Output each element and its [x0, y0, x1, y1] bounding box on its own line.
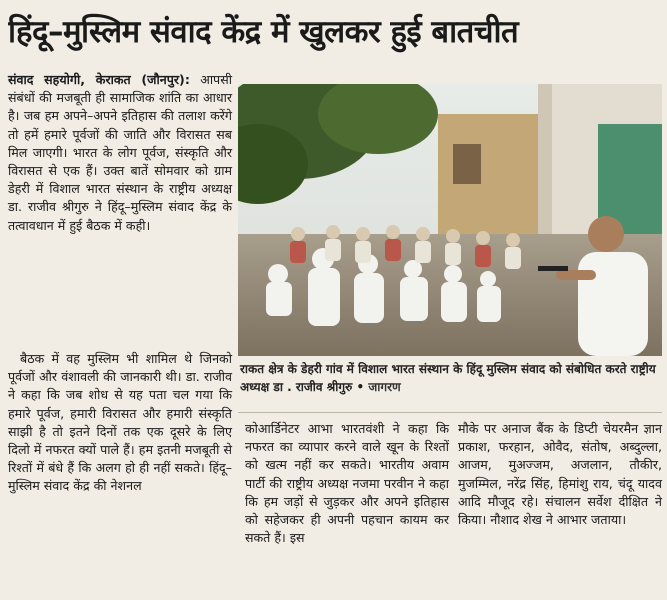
article-column-3 — [458, 420, 662, 595]
photo-caption — [240, 360, 660, 408]
article-paragraph-2: बैठक में वह मुस्लिम भी शामिल थे जिनको पूर्वजों और वंशावली की जानकारी थी। डा. राजीव ने कहा कि जब शोध से यह पता चल गया कि हमारे पूर्वज, हमारी विरासत और हमारी संस्कृति साझी है तो इतने दिनों तक एक दूसरे के लिए दिलो में नफरत क्यों पाले हैं। हम इतनी मजबूती से रिश्तों में बंधे हैं कि अलग हो ही नहीं सकते। हिंदू–मुस्लिम संवाद केंद्र की नेशनल — [8, 351, 232, 494]
photo-credit: जागरण — [368, 380, 401, 394]
caption-divider — [238, 412, 662, 413]
article-paragraph-4: मौके पर अनाज बैंक के डिप्टी चेयरमैन ज्ञान प्रकाश, फरहान, ओवैद, संतोष, अब्दुल्ला, आजम, मुअज्जम, अजलान, तौकीर, मुजम्मिल, नरेंद्र सिंह, हिमांशु राय, चंदू यादव आदि मौजूद रहे। संचालन सर्वेश दीक्षित ने किया। नौशाद शेख ने आभार जताया। — [458, 421, 662, 528]
paragraph-1-text: आपसी संबंधों की मजबूती ही सामाजिक शांति का आधार है। जब हम अपने–अपने इतिहास की तलाश करेंगे तो हमें हमारे पूर्वजों की जाति और विरासत सब मिल जाएगी। भारत के लोग पूर्वज, संस्कृति और विरासत से एक हैं। उक्त बातें सोमवार को ग्राम डेहरी में विशाल भारत संस्थान के राष्ट्रीय अध्यक्ष डा. राजीव श्रीगुरु ने हिंदू–मुस्लिम संवाद केंद्र के तत्वावधान में हुई बैठक में कही। — [8, 72, 232, 233]
article-column-2 — [245, 420, 449, 595]
article-paragraph-1 — [8, 71, 232, 235]
article-column-1-bottom — [8, 350, 232, 595]
headline: हिंदू–मुस्लिम संवाद केंद्र में खुलकर हुई बातचीत — [8, 14, 519, 50]
dateline: संवाद सहयोगी, केराकत (जौनपुर): — [8, 72, 190, 87]
article-paragraph-3: कोआर्डिनेटर आभा भारतवंशी ने कहा कि नफरत का व्यापार करने वाले खून के रिश्तों को खत्म नहीं कर सकते। भारतीय अवाम पार्टी की राष्ट्रीय अध्यक्ष नजमा परवीन ने कहा कि हम जड़ों से जुड़कर और अपने इतिहास को सहेजकर ही अपनी पहचान कायम कर सकते हैं। इस — [245, 421, 449, 546]
article-column-1-top — [8, 71, 232, 346]
news-photo — [238, 84, 662, 356]
meeting-photo-illustration — [238, 84, 662, 356]
caption-text: राकत क्षेत्र के डेहरी गांव में विशाल भारत संस्थान के हिंदू मुस्लिम संवाद को संबोधित करते राष्ट्रीय अध्यक्ष डा . राजीव श्रीगुरु • — [240, 362, 656, 394]
